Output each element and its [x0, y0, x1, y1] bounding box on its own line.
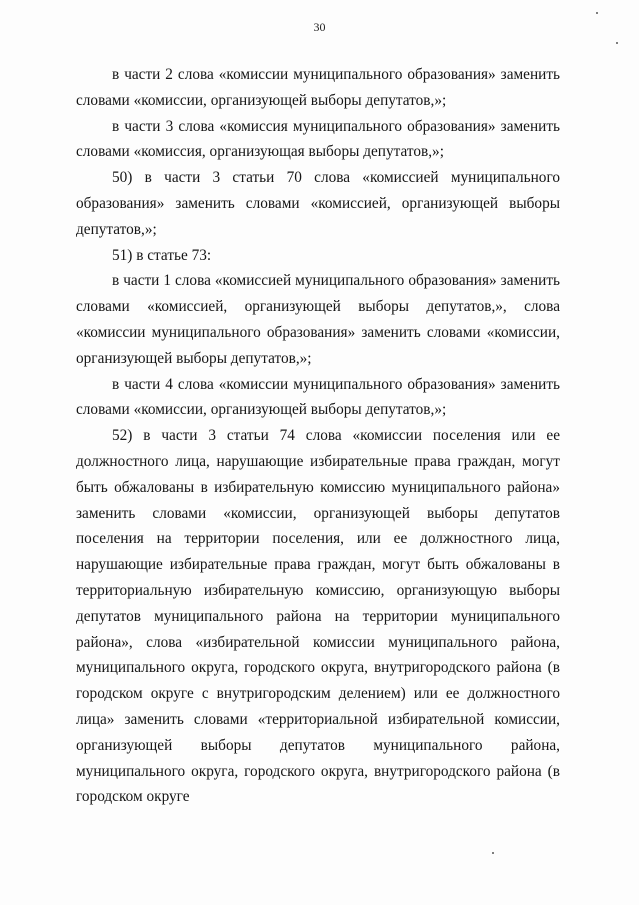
- page-number: 30: [313, 20, 326, 34]
- paragraph-article73-part4: в части 4 слова «комиссии муниципального образования» заменить словами «комиссии, организующей выборы депутатов,»;: [76, 375, 560, 419]
- scan-speck: [596, 12, 598, 14]
- paragraph-article73-part1: в части 1 слова «комиссией муниципального образования» заменить словами «комиссией, организующей выборы депутатов,», слова «комиссии муниципального образования» заменить словами «комиссии, организующей выборы депутатов,»;: [76, 272, 560, 367]
- scan-speck: [492, 852, 494, 854]
- paragraph-item-51: 51) в статье 73:: [112, 246, 212, 264]
- paragraph-item-50: 50) в части 3 статьи 70 слова «комиссией муниципального образования» заменить словами «комиссией, организующей выборы депутатов,»;: [76, 169, 560, 238]
- paragraph-item-52: 52) в части 3 статьи 74 слова «комиссии поселения или ее должностного лица, нарушающие избирательные права граждан, могут быть обжалованы в избирательную комиссию муниципального района» заменить словами «комиссии, организующей выборы депутатов поселения на территории поселения, или ее должностного лица, нарушающие избирательные права граждан, могут быть обжалованы в территориальную избирательную комиссию, организующую выборы депутатов муниципального района на территории муниципального района», слова «избирательной комиссии муниципального района, муниципального округа, городского округа, внутригородского района (в городском округе с внутригородским делением) или ее должностного лица» заменить словами «территориальной избирательной комиссии, организующей выборы депутатов муниципального района, муниципального округа, городского округа, внутригородского района (в городском округе: [76, 427, 560, 806]
- paragraph-part3-amendment: в части 3 слова «комиссия муниципального образования» заменить словами «комиссия, организующая выборы депутатов,»;: [76, 117, 560, 161]
- document-body: [76, 62, 560, 810]
- paragraph-part2-amendment: в части 2 слова «комиссии муниципального образования» заменить словами «комиссии, организующей выборы депутатов,»;: [76, 66, 560, 109]
- scan-speck: [616, 42, 618, 44]
